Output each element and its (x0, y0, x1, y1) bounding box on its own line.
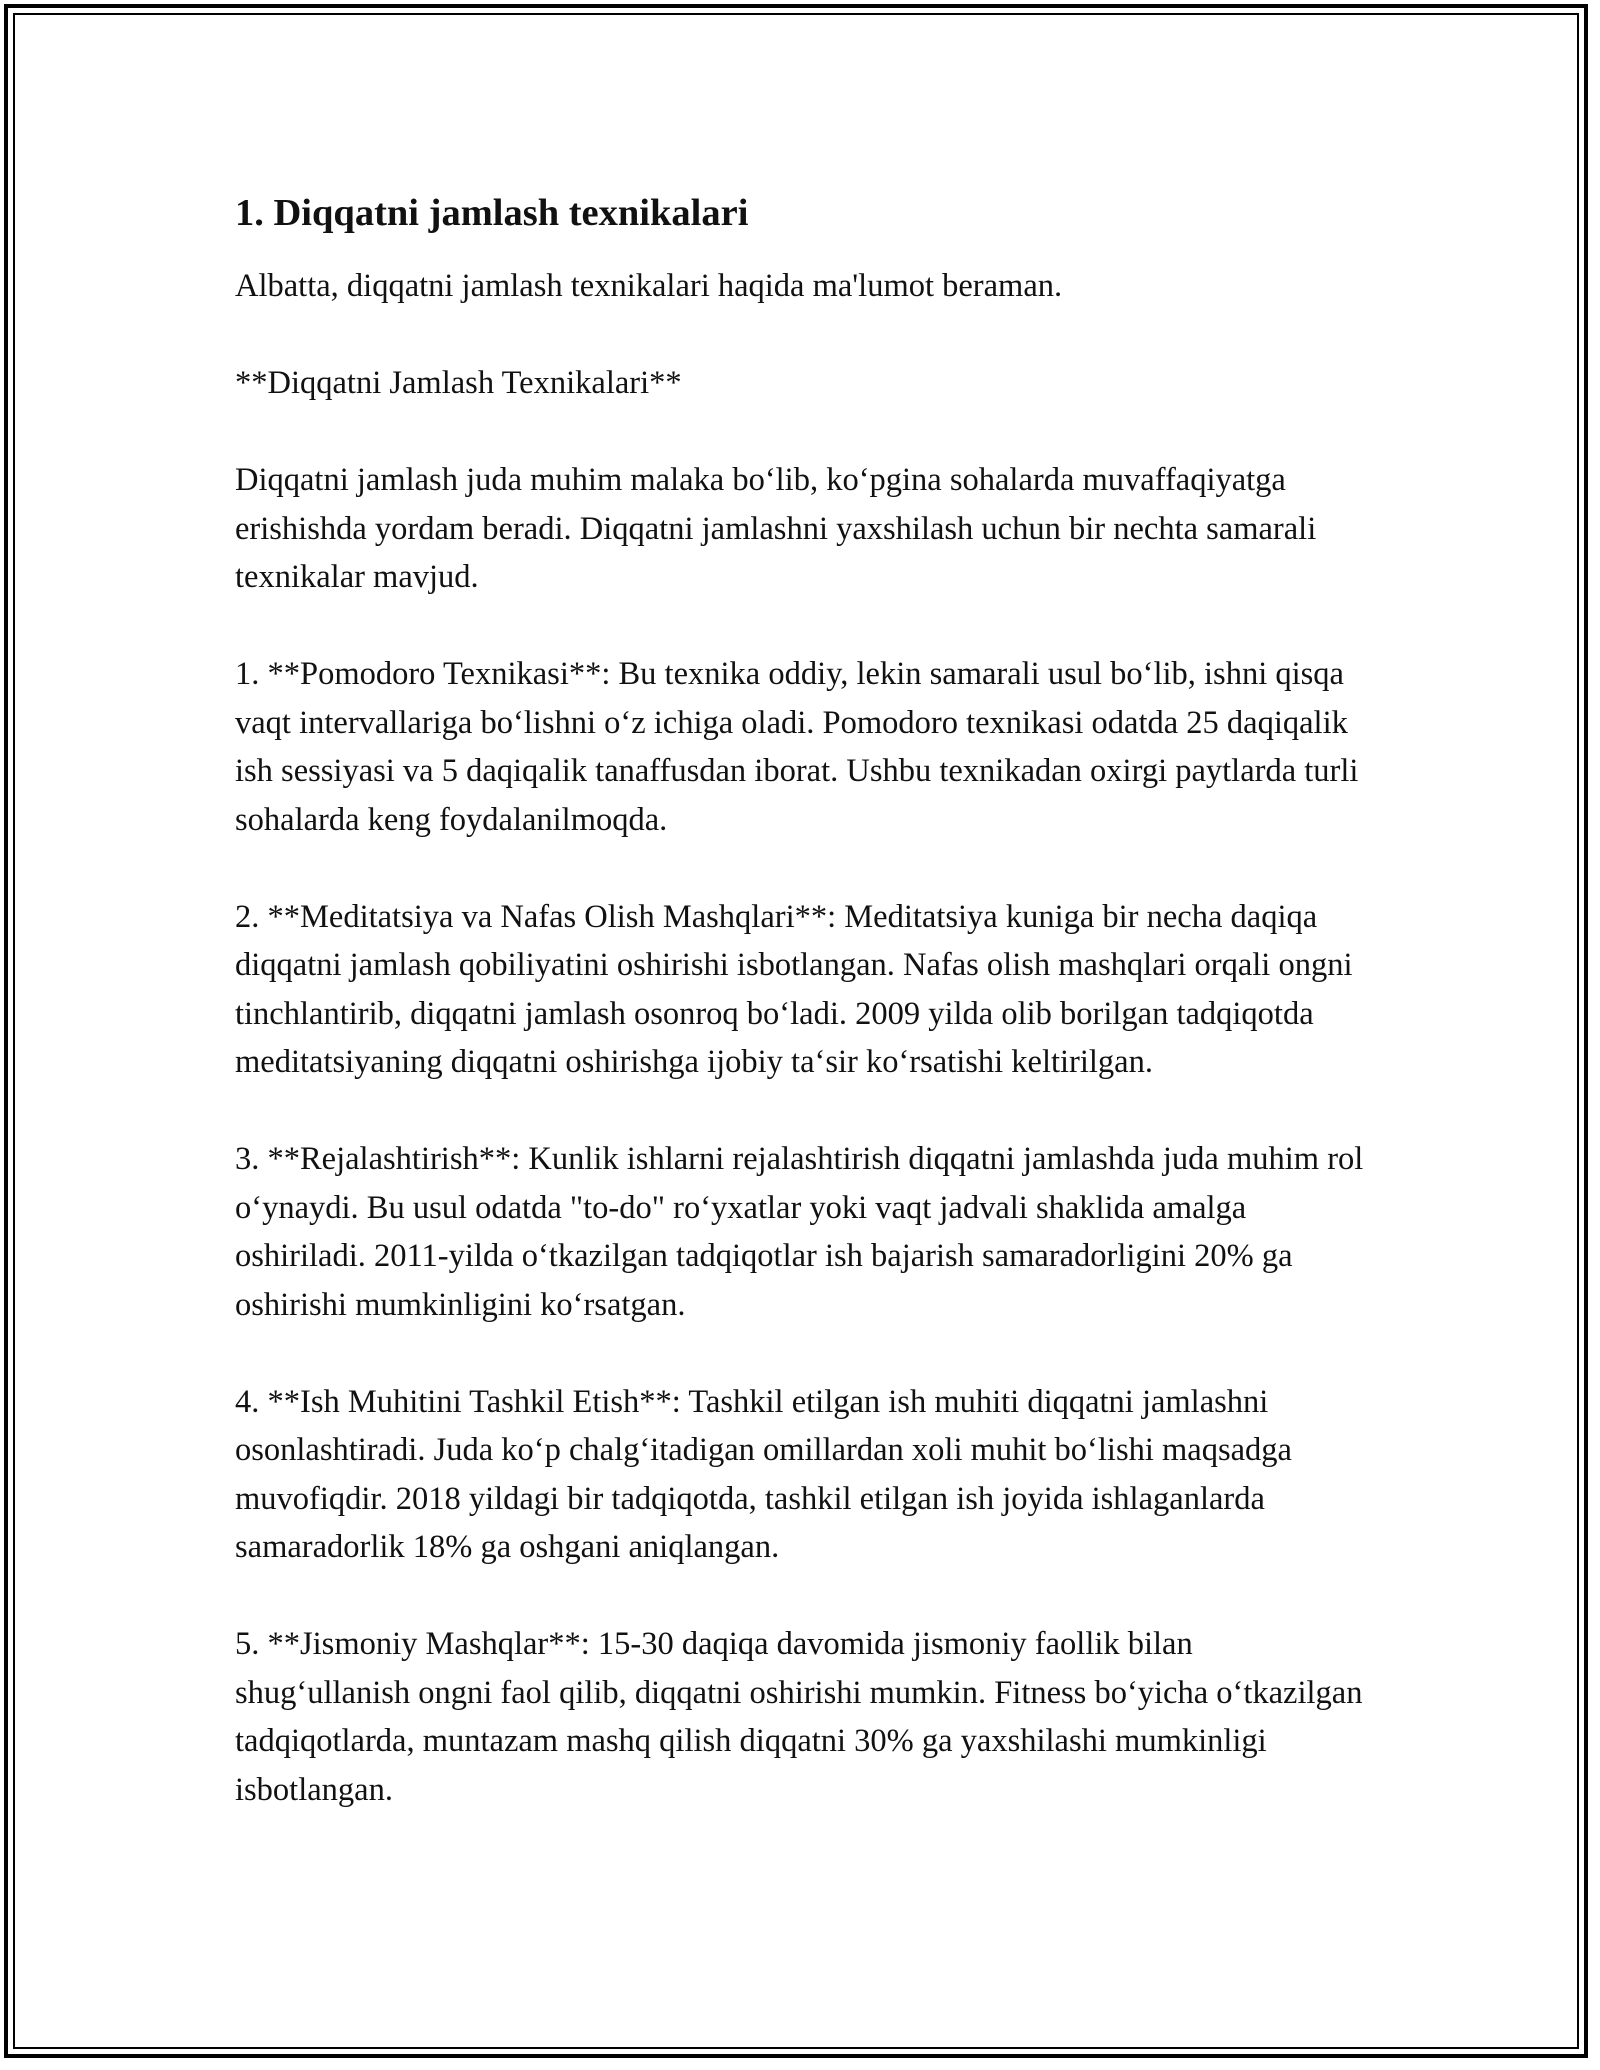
section-heading: **Diqqatni Jamlash Texnikalari** (235, 365, 682, 401)
document-title: 1. Diqqatni jamlash texnikalari (235, 192, 749, 234)
document-body (235, 188, 1375, 1863)
intro-paragraph: Albatta, diqqatni jamlash texnikalari haqida ma'lumot beraman. (235, 268, 1063, 304)
list-item-pomodoro: 1. **Pomodoro Texnikasi**: Bu texnika oddiy, lekin samarali usul bo‘lib, ishni qisqa vaqt intervallariga bo‘lishni o‘z ichiga oladi. Pomodoro texnikasi odatda 25 daqiqalik ish sessiyasi va 5 daqiqalik tanaffusdan iborat. Ushbu texnikadan oxirgi paytlarda turli sohalarda keng foydalanilmoqda. (235, 656, 1359, 838)
list-item-workspace: 4. **Ish Muhitini Tashkil Etish**: Tashkil etilgan ish muhiti diqqatni jamlashni osonlashtiradi. Juda ko‘p chalg‘itadigan omillardan xoli muhit bo‘lishi maqsadga muvofiqdir. 2018 yildagi bir tadqiqotda, tashkil etilgan ish joyida ishlaganlarda samaradorlik 18% ga oshgani aniqlangan. (235, 1383, 1292, 1565)
overview-paragraph: Diqqatni jamlash juda muhim malaka bo‘lib, ko‘pgina sohalarda muvaffaqiyatga erishishda yordam beradi. Diqqatni jamlashni yaxshilash uchun bir nechta samarali texnikalar mavjud. (235, 462, 1317, 595)
list-item-exercise: 5. **Jismoniy Mashqlar**: 15-30 daqiqa davomida jismoniy faollik bilan shug‘ullanish ongni faol qilib, diqqatni oshirishi mumkin. Fitness bo‘yicha o‘tkazilgan tadqiqotlarda, muntazam mashq qilish diqqatni 30% ga yaxshilashi mumkinligi isbotlangan. (235, 1626, 1363, 1808)
list-item-meditation: 2. **Meditatsiya va Nafas Olish Mashqlari**: Meditatsiya kuniga bir necha daqiqa diqqatni jamlash qobiliyatini oshirishi isbotlangan. Nafas olish mashqlari orqali ongni tinchlantirib, diqqatni jamlash osonroq bo‘ladi. 2009 yilda olib borilgan tadqiqotda meditatsiyaning diqqatni oshirishga ijobiy ta‘sir ko‘rsatishi keltirilgan. (235, 898, 1353, 1080)
list-item-planning: 3. **Rejalashtirish**: Kunlik ishlarni rejalashtirish diqqatni jamlashda juda muhim rol o‘ynaydi. Bu usul odatda "to-do" ro‘yxatlar yoki vaqt jadvali shaklida amalga oshiriladi. 2011-yilda o‘tkazilgan tadqiqotlar ish bajarish samaradorligini 20% ga oshirishi mumkinligini ko‘rsatgan. (235, 1141, 1364, 1323)
